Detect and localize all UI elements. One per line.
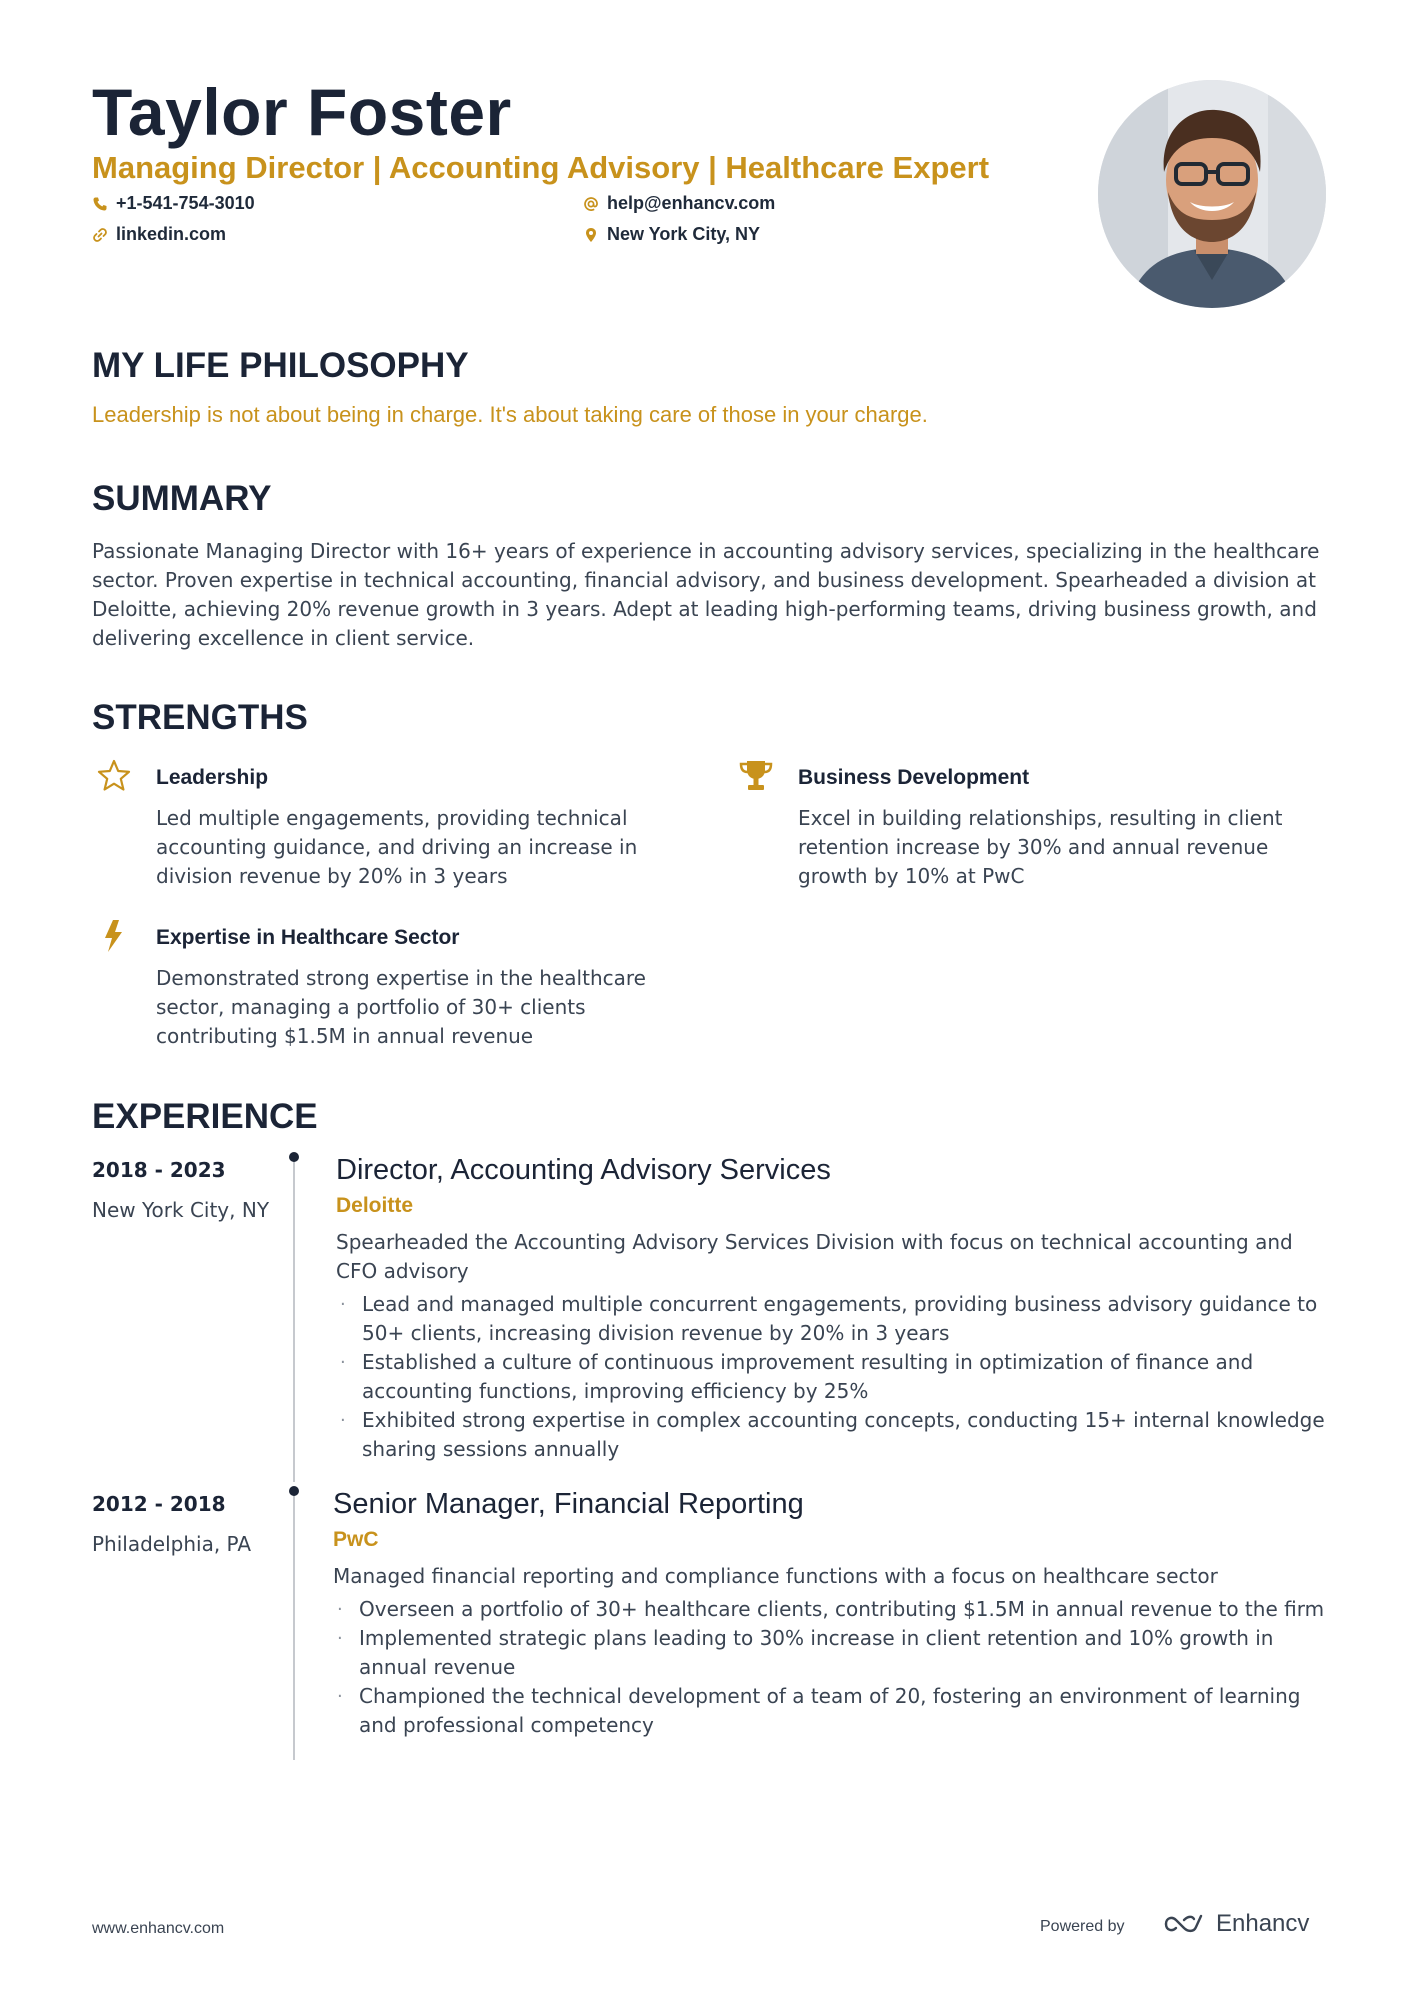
experience-desc: Managed financial reporting and compliance functions with a focus on healthcare sector — [333, 1564, 1218, 1588]
enhancv-brand-name: Enhancv — [1216, 1910, 1310, 1937]
philosophy-heading: MY LIFE PHILOSOPHY — [92, 346, 469, 385]
experience-desc: Spearheaded the Accounting Advisory Services Division with focus on technical accounting and CFO advisory — [336, 1230, 1293, 1283]
experience-company: Deloitte — [336, 1194, 414, 1217]
strength-desc: Excel in building relationships, resulting in client retention increase by 30% and annual revenue growth by 10% at PwC — [798, 806, 1283, 888]
avatar — [1098, 80, 1326, 308]
strength-title: Business Development — [798, 766, 1030, 789]
experience-heading: EXPERIENCE — [92, 1097, 318, 1136]
trophy-icon — [738, 758, 774, 794]
timeline-line — [293, 1158, 295, 1482]
experience-location: Philadelphia, PA — [92, 1532, 252, 1556]
timeline-dot — [289, 1486, 299, 1496]
experience-role: Director, Accounting Advisory Services — [336, 1154, 831, 1186]
phone-text: +1-541-754-3010 — [116, 193, 255, 213]
footer-url[interactable]: www.enhancv.com — [92, 1920, 225, 1937]
star-icon — [96, 758, 132, 794]
bullet-item: · Established a culture of continuous improvement resulting in optimization of finance and accounting functions, improving efficiency by 25% — [336, 1348, 1336, 1406]
phone-icon — [92, 196, 108, 212]
location-text: New York City, NY — [607, 224, 761, 244]
bullet-item: · Championed the technical development of a team of 20, fostering an environment of learning and professional competency — [333, 1682, 1333, 1740]
enhancv-logo-icon — [1162, 1912, 1208, 1936]
email-text: help@enhancv.com — [607, 193, 776, 213]
summary-heading: SUMMARY — [92, 479, 272, 518]
bullet-item: · Lead and managed multiple concurrent engagements, providing business advisory guidance to 50+ clients, increasing division revenue by 20% in 3 years — [336, 1290, 1336, 1348]
timeline-line — [293, 1492, 295, 1760]
summary-text: Passionate Managing Director with 16+ years of experience in accounting advisory services, specializing in the healthcare sector. Proven expertise in technical accounting, financial advisory, and business development. Spearheaded a division at Deloitte, achieving 20% revenue growth in 3 years. Adept at leading high-performing teams, driving business growth, and delivering excellence in client service. — [92, 539, 1320, 650]
strengths-heading: STRENGTHS — [92, 698, 308, 737]
bullet-item: · Exhibited strong expertise in complex accounting concepts, conducting 15+ internal knowledge sharing sessions annually — [336, 1406, 1336, 1464]
lightning-icon — [96, 918, 132, 954]
strength-desc: Led multiple engagements, providing technical accounting guidance, and driving an increase in division revenue by 20% in 3 years — [156, 806, 638, 888]
contact-location — [583, 224, 760, 245]
location-pin-icon — [583, 227, 599, 243]
bullet-item: · Implemented strategic plans leading to 30% increase in client retention and 10% growth in annual revenue — [333, 1624, 1333, 1682]
philosophy-quote: Leadership is not about being in charge. It's about taking care of those in your charge. — [92, 402, 928, 427]
experience-bullets — [333, 1595, 1333, 1740]
experience-dates: 2018 - 2023 — [92, 1158, 226, 1182]
candidate-name: Taylor Foster — [92, 75, 512, 149]
contact-email[interactable] — [583, 193, 775, 214]
experience-dates: 2012 - 2018 — [92, 1492, 226, 1516]
timeline-dot — [289, 1152, 299, 1162]
candidate-title: Managing Director | Accounting Advisory | Healthcare Expert — [92, 150, 990, 185]
linkedin-text: linkedin.com — [116, 224, 227, 244]
strength-title: Expertise in Healthcare Sector — [156, 926, 460, 949]
contact-linkedin[interactable] — [92, 224, 226, 245]
link-icon — [92, 227, 108, 243]
strength-desc: Demonstrated strong expertise in the healthcare sector, managing a portfolio of 30+ clients contributing $1.5M in annual revenue — [156, 966, 646, 1048]
experience-bullets — [336, 1290, 1336, 1464]
strength-title: Leadership — [156, 766, 269, 789]
bullet-item: · Overseen a portfolio of 30+ healthcare clients, contributing $1.5M in annual revenue to the firm — [333, 1595, 1333, 1624]
experience-company: PwC — [333, 1528, 379, 1551]
enhancv-logo[interactable] — [1162, 1910, 1309, 1938]
powered-by-label: Powered by — [1040, 1918, 1125, 1935]
contact-phone[interactable] — [92, 193, 255, 214]
experience-location: New York City, NY — [92, 1198, 270, 1222]
at-icon — [583, 196, 599, 212]
portrait-photo — [1098, 80, 1326, 308]
experience-role: Senior Manager, Financial Reporting — [333, 1488, 804, 1520]
